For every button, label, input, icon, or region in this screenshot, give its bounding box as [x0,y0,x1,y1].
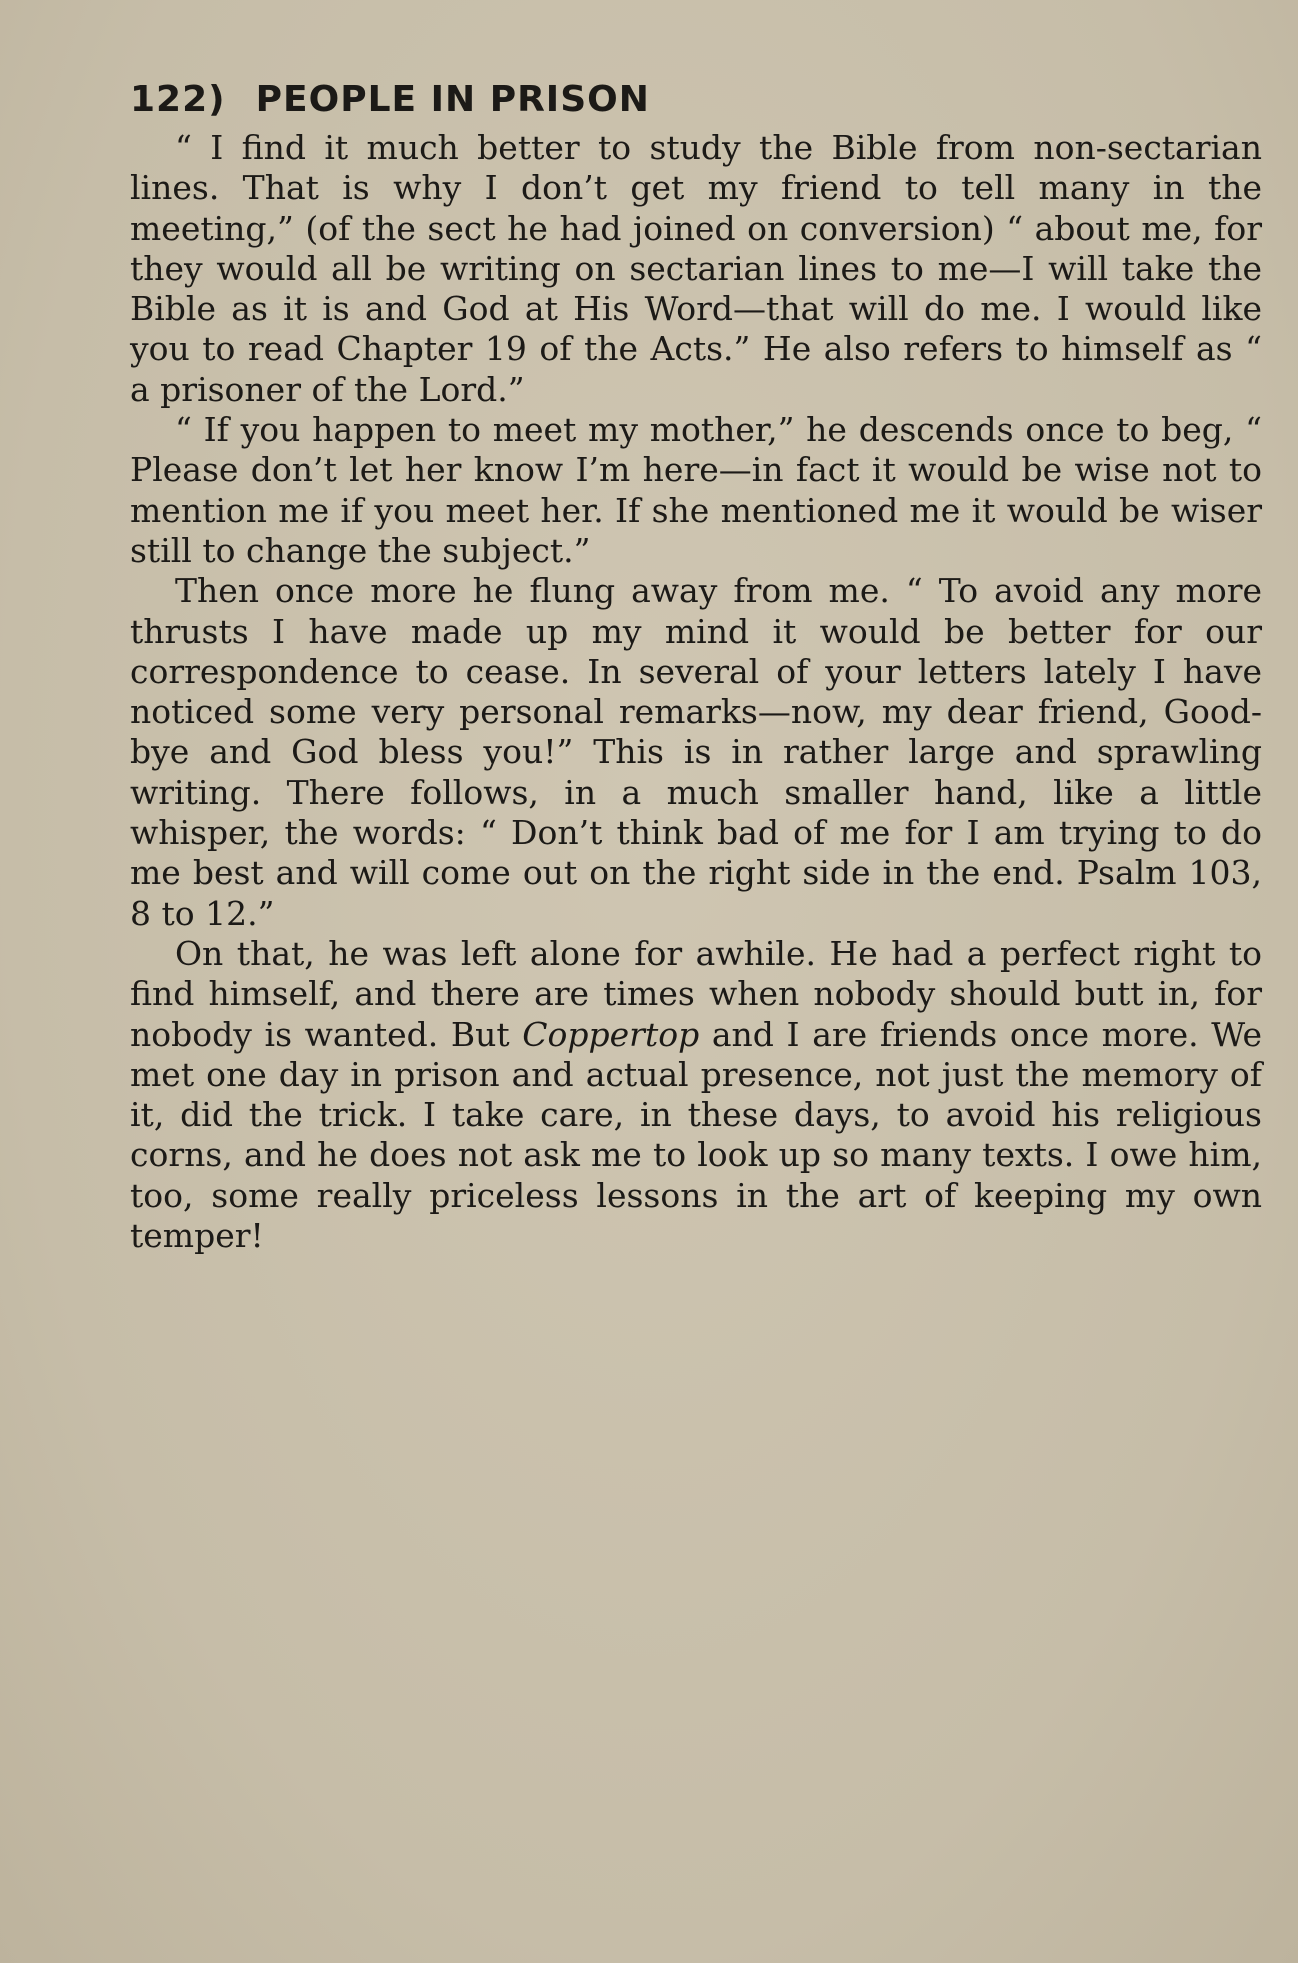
book-page [130,76,1262,1256]
paragraph-4 [130,934,1262,1256]
paragraph-text: “ I find it much better to study the Bible from non-sectarian lines. That is why I don’t get my friend to tell many in the meeting,” (of the sect he had joined on conversion) “ about me, for they would all be writing on sectarian lines to me—I will take the Bible as it is and God at His Word—that will do me. I would like you to read Chapter 19 of the Acts.” He also refers to himself as “ a prisoner of the Lord.” [130,128,1262,409]
paragraph-text: Then once more he flung away from me. “ To avoid any more thrusts I have made up my mind it would be better for our correspondence to cease. In several of your letters lately I have noticed some very personal remarks—now, my dear friend, Good-bye and God bless you!” This is in rather large and sprawling writing. There follows, in a much smaller hand, like a little whisper, the words: “ Don’t think bad of me for I am trying to do me best and will come out on the right side in the end. Psalm 103, 8 to 12.” [130,571,1262,933]
paragraph-2 [130,410,1262,571]
paragraph-text: “ If you happen to meet my mother,” he descends once to beg, “ Please don’t let her know I’m here—in fact it would be wise not to mention me if you meet her. If she mentioned me it would be wiser still to change the subject.” [130,410,1262,570]
paragraph-3 [130,571,1262,934]
running-header [130,76,1262,124]
page-number: 122) [130,79,226,120]
running-title: PEOPLE IN PRISON [255,79,650,120]
paragraph-text: On that, he was left alone for awhile. He had a perfect right to find himself, and there are times when nobody should butt in, for nobody is wanted. But [130,933,1262,1054]
paragraph-1 [130,128,1262,410]
body-text [130,128,1262,1256]
nickname-coppertop: Coppertop [522,1014,700,1054]
paragraph-text: and I are friends once more. We met one day in prison and actual presence, not just the memory of it, did the trick. I take care, in these days, to avoid his religious corns, and he does not ask me to look up so many texts. I owe him, too, some really priceless lessons in the art of keeping my own temper! [130,1014,1262,1256]
